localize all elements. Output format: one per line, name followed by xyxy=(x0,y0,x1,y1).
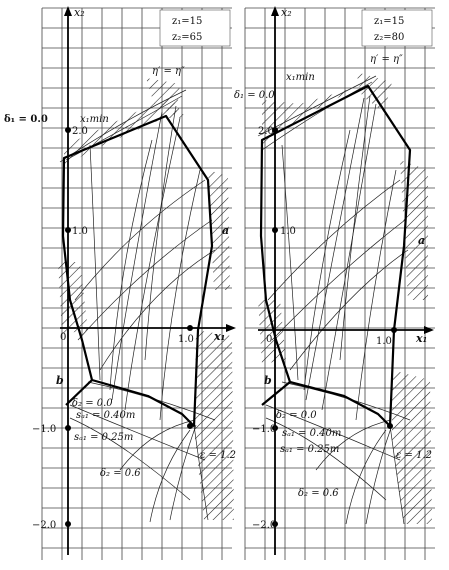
right-y-axis-arrow xyxy=(271,6,279,16)
left-dot-eps xyxy=(187,423,193,429)
left-tick-x1: 1.0 xyxy=(178,334,194,345)
right-tick-x1: 1.0 xyxy=(376,336,392,347)
left-point-a: a xyxy=(222,224,230,237)
right-tick-ym1: −1.0 xyxy=(252,424,277,435)
left-epsilon-label: ε = 1.2 xyxy=(200,450,237,461)
right-delta2-zero-label: δ₂ = 0.0 xyxy=(276,410,317,421)
left-tick-ym1: −1.0 xyxy=(32,424,57,435)
left-y-axis-label: x₂ xyxy=(74,6,85,19)
right-epsilon-label: ε = 1.2 xyxy=(396,450,433,461)
left-point-b: b xyxy=(56,374,64,387)
left-y-axis-arrow xyxy=(64,6,72,16)
left-dot-x1 xyxy=(187,325,193,331)
left-tick-y1: 1.0 xyxy=(72,226,88,237)
right-tick-y1: 1.0 xyxy=(280,226,296,237)
right-eta-label: η′ = η″ xyxy=(370,54,403,65)
left-tick-origin: 0 xyxy=(60,332,67,343)
left-tick-ym2: −2.0 xyxy=(32,520,57,531)
right-delta2-label: δ₂ = 0.6 xyxy=(298,488,339,499)
right-dot-x1 xyxy=(391,327,397,333)
left-delta2-zero-label: δ₂ = 0.0 xyxy=(72,398,113,409)
left-dot-ym2 xyxy=(65,521,71,527)
left-param-z1: z₁=15 xyxy=(172,16,203,27)
left-tick-y2: 2.0 xyxy=(72,126,88,137)
right-dot-eps xyxy=(387,423,393,429)
right-dot-y1 xyxy=(272,227,278,233)
left-dot-y2 xyxy=(65,127,71,133)
right-x-axis-label: x₁ xyxy=(416,332,428,345)
right-design-curves xyxy=(258,76,410,524)
right-tick-ym2: −2.0 xyxy=(252,520,277,531)
right-delta1-label: δ₁ = 0.0 xyxy=(234,90,275,101)
left-delta1-label: δ₁ = 0.0 xyxy=(4,114,48,125)
left-dot-y1 xyxy=(65,227,71,233)
right-sa1-040-label: sₐ₁ = 0.40m xyxy=(282,428,342,439)
right-panel xyxy=(234,6,435,560)
right-tick-origin: 0 xyxy=(266,334,273,345)
left-panel xyxy=(4,6,236,560)
left-boundary-contour xyxy=(63,116,212,426)
left-dot-ym1 xyxy=(65,425,71,431)
left-x-axis-arrow xyxy=(226,324,236,332)
left-sa1-040-label: sₐ₁ = 0.40m xyxy=(76,410,136,421)
right-tick-y2: 2.0 xyxy=(258,126,274,137)
right-y-axis-label: x₂ xyxy=(281,6,292,19)
right-param-z2: z₂=80 xyxy=(374,32,405,43)
left-x1min-label: x₁min xyxy=(80,114,109,125)
left-delta2-label: δ₂ = 0.6 xyxy=(100,468,141,479)
left-param-z2: z₂=65 xyxy=(172,32,203,43)
left-eta-label: η′ = η″ xyxy=(152,66,185,77)
right-sa1-025-label: sₐ₁ = 0.25m xyxy=(280,444,340,455)
right-boundary-contour xyxy=(261,86,410,426)
right-param-z1: z₁=15 xyxy=(374,16,405,27)
left-x-axis-label: x₁ xyxy=(214,330,226,343)
right-point-a: a xyxy=(418,234,426,247)
right-point-b: b xyxy=(264,374,272,387)
left-sa1-025-label: sₐ₁ = 0.25m xyxy=(74,432,134,443)
right-x1min-label: x₁min xyxy=(286,72,315,83)
